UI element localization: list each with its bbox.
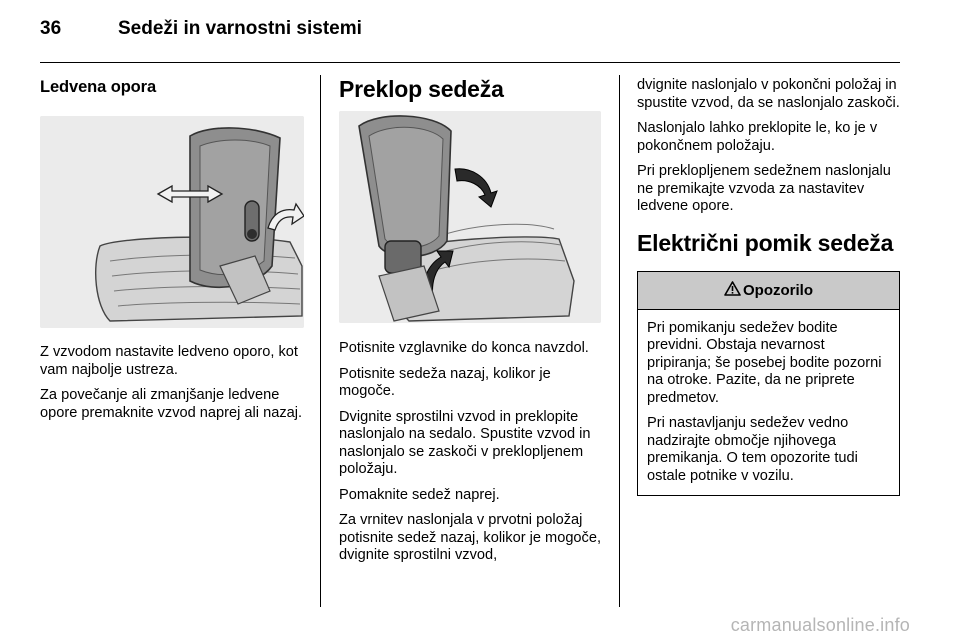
warning-box bbox=[637, 271, 900, 497]
warning-paragraph: Pri pomikanju sedežev bodite previdni. Obstaja nevarnost pripiranja; še posebej bodite pozorni na otroke. Pazite, da ne priprete predmetov. bbox=[647, 319, 882, 406]
section-heading-seat-fold: Preklop sedeža bbox=[339, 76, 504, 102]
paragraph: Pri preklopljenem sedežnem naslonjalu ne premikajte vzvoda za nastavitev ledvene opore. bbox=[637, 163, 891, 214]
paragraph: Naslonjalo lahko preklopite le, ko je v pokončnem položaju. bbox=[637, 120, 878, 154]
warning-body bbox=[638, 310, 899, 496]
watermark: carmanualsonline.info bbox=[730, 615, 910, 635]
column-lumbar-support bbox=[40, 70, 306, 430]
paragraph: Pomaknite sedež naprej. bbox=[339, 486, 500, 503]
column-power-seat bbox=[637, 70, 907, 496]
section-heading-power-seat: Električni pomik sedeža bbox=[637, 229, 894, 256]
paragraph: Dvignite sprostilni vzvod in preklopite naslonjalo na sedalo. Spustite vzvod in naslonjalo se zaskoči v preklopljenem položaju. bbox=[339, 408, 591, 477]
paragraph: Potisnite sedeža nazaj, kolikor je mogoče. bbox=[339, 365, 551, 399]
page-number: 36 bbox=[40, 18, 62, 39]
warning-paragraph: Pri nastavljanju sedežev vedno nadzirajte območje njihovega premikanja. O tem opozorite tudi ostale potnike v vozilu. bbox=[647, 415, 858, 484]
column-divider-1 bbox=[320, 75, 321, 607]
warning-triangle-icon bbox=[724, 281, 741, 300]
lumbar-support-illustration bbox=[40, 116, 304, 328]
page-header bbox=[40, 18, 362, 40]
paragraph: Za povečanje ali zmanjšanje ledvene opore premaknite vzvod naprej ali nazaj. bbox=[40, 387, 303, 421]
warning-title: Opozorilo bbox=[743, 281, 813, 299]
paragraph: dvignite naslonjalo v pokončni položaj in spustite vzvod, da se naslonjalo zaskoči. bbox=[637, 77, 900, 111]
paragraph: Za vrnitev naslonjala v prvotni položaj potisnite sedež nazaj, kolikor je mogoče, dvignite sprostilni vzvod, bbox=[339, 512, 602, 563]
column-seat-fold bbox=[339, 70, 607, 573]
seat-fold-illustration bbox=[339, 111, 601, 323]
warning-header bbox=[638, 272, 899, 310]
chapter-title: Sedeži in varnostni sistemi bbox=[118, 18, 362, 39]
header-divider bbox=[40, 62, 900, 63]
section-heading-lumbar: Ledvena opora bbox=[40, 78, 157, 96]
paragraph: Potisnite vzglavnike do konca navzdol. bbox=[339, 340, 589, 356]
paragraph: Z vzvodom nastavite ledveno oporo, kot vam najbolje ustreza. bbox=[40, 344, 298, 378]
column-divider-2 bbox=[619, 75, 620, 607]
